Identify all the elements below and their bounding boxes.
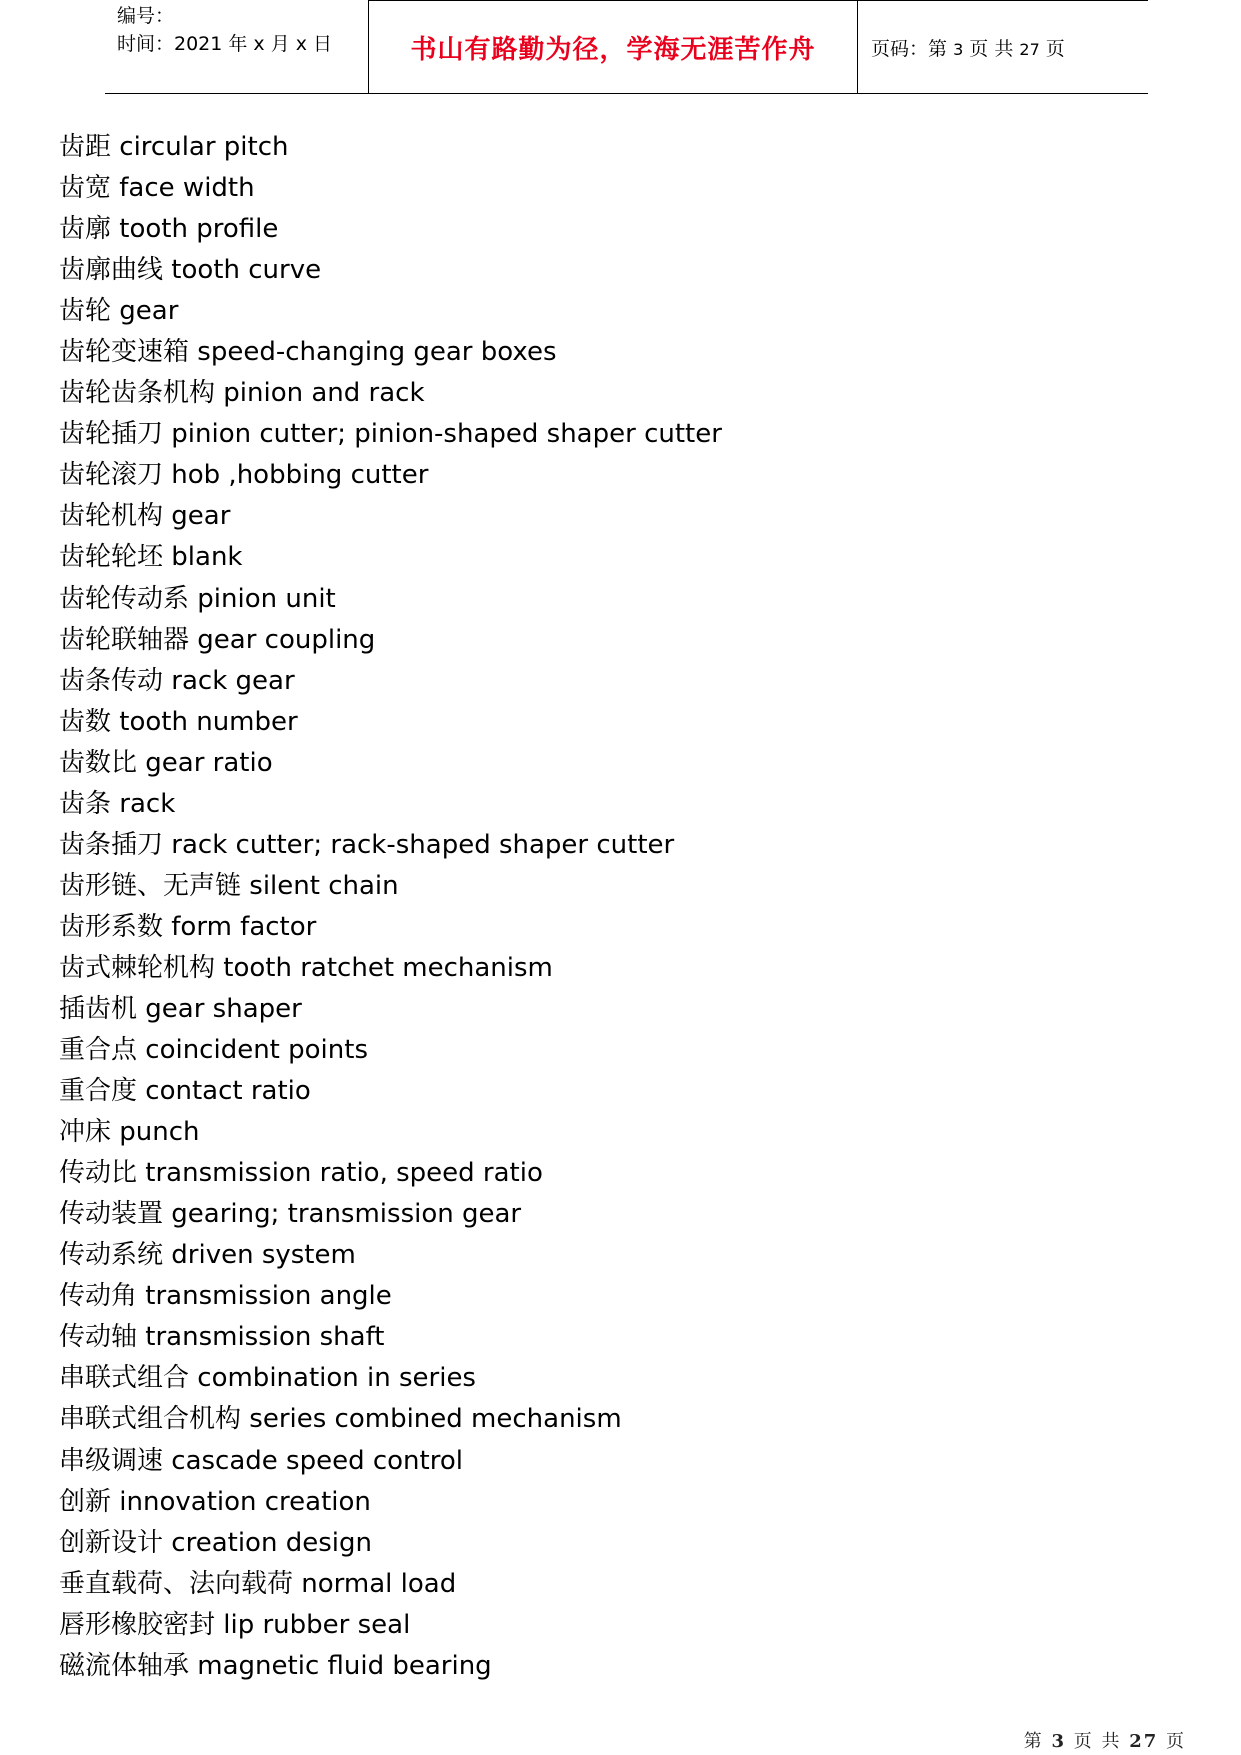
term-chinese: 齿形链、无声链 [59,870,242,901]
glossary-term [59,1194,722,1235]
term-english: punch [119,1117,200,1148]
glossary-term [59,743,722,784]
glossary-term [59,1646,722,1687]
glossary-term [59,620,722,661]
glossary-term [59,866,722,907]
term-chinese: 齿轮轮坯 [59,542,164,573]
term-chinese: 创新设计 [59,1527,164,1558]
glossary-term [59,1112,722,1153]
page-mid: 页 共 [969,38,1014,60]
term-chinese: 齿轮机构 [59,501,164,532]
page-current: 3 [953,40,964,59]
term-chinese: 齿距 [59,132,112,162]
glossary-term [59,373,722,414]
glossary-term [59,1153,722,1194]
term-english: combination in series [197,1363,476,1394]
glossary-term [59,702,722,743]
header-page-cell [857,0,1148,94]
glossary-term [59,989,722,1030]
glossary-term [59,579,722,620]
glossary-term [59,1030,722,1071]
term-chinese: 齿条 [59,788,112,819]
term-chinese: 传动轴 [59,1322,138,1353]
footer-total: 27 [1129,1731,1159,1752]
term-english: gear [119,296,179,327]
term-chinese: 创新 [59,1486,112,1517]
term-chinese: 齿轮滚刀 [59,460,164,491]
glossary-list [59,127,722,1687]
term-english: series combined mechanism [249,1404,622,1435]
term-chinese: 齿轮联轴器 [59,624,190,655]
term-chinese: 重合度 [59,1076,138,1107]
term-chinese: 齿轮 [59,296,112,327]
term-chinese: 垂直载荷、法向载荷 [59,1568,294,1599]
term-chinese: 插齿机 [59,993,138,1024]
glossary-term [59,1276,722,1317]
glossary-term [59,1564,722,1605]
term-english: contact ratio [145,1076,311,1107]
page-suffix: 页 [1045,38,1065,60]
footer-current: 3 [1051,1731,1066,1752]
term-english: blank [171,542,243,573]
term-chinese: 齿形系数 [59,911,164,942]
page-header [105,0,1148,94]
term-english: tooth profile [119,214,279,245]
glossary-term [59,537,722,578]
glossary-term [59,1482,722,1523]
term-chinese: 齿廓 [59,214,112,245]
time-label: 时间：2021 年 x 月 x 日 [117,33,333,55]
header-page-number [871,34,1065,61]
term-english: transmission angle [145,1281,392,1312]
glossary-term [59,1358,722,1399]
glossary-term [59,1523,722,1564]
term-chinese: 冲床 [59,1117,112,1148]
term-english: silent chain [249,870,399,901]
term-chinese: 传动装置 [59,1199,164,1230]
term-english: creation design [171,1527,372,1558]
term-english: tooth curve [171,255,322,286]
term-english: face width [119,173,255,204]
term-chinese: 齿条插刀 [59,829,164,860]
glossary-term [59,1441,722,1482]
page-prefix: 页码：第 [871,38,948,60]
term-chinese: 齿轮传动系 [59,583,190,614]
term-english: tooth ratchet mechanism [223,952,553,983]
term-english: gear shaper [145,993,302,1024]
term-english: hob ,hobbing cutter [171,460,429,491]
term-chinese: 串联式组合 [59,1363,190,1394]
term-chinese: 齿轮齿条机构 [59,378,216,409]
page-footer [1024,1727,1186,1753]
term-english: gear coupling [197,624,376,655]
header-motto-cell [368,0,858,94]
glossary-term [59,250,722,291]
glossary-term [59,661,722,702]
term-english: pinion cutter; pinion-shaped shaper cutter [171,419,722,450]
term-chinese: 齿轮变速箱 [59,337,190,368]
glossary-term [59,948,722,989]
term-chinese: 传动系统 [59,1240,164,1271]
glossary-term [59,825,722,866]
term-english: coincident points [145,1035,368,1066]
term-english: gearing; transmission gear [171,1199,522,1230]
glossary-term [59,784,722,825]
term-chinese: 串联式组合机构 [59,1404,242,1435]
glossary-term [59,907,722,948]
header-info-cell [105,0,368,93]
footer-suffix: 页 [1166,1731,1186,1752]
term-chinese: 齿宽 [59,173,112,204]
term-chinese: 齿轮插刀 [59,419,164,450]
term-chinese: 齿式棘轮机构 [59,952,216,983]
serial-label: 编号： [117,5,175,27]
term-chinese: 串级调速 [59,1445,164,1476]
term-english: rack cutter; rack-shaped shaper cutter [171,829,675,860]
term-chinese: 齿数 [59,706,112,737]
term-english: magnetic fluid bearing [197,1650,492,1681]
term-english: pinion and rack [223,378,425,409]
glossary-term [59,127,722,168]
term-english: transmission ratio, speed ratio [145,1158,543,1189]
term-chinese: 齿条传动 [59,665,164,696]
footer-mid: 页 共 [1073,1731,1122,1752]
page-total: 27 [1019,40,1040,59]
glossary-term [59,1399,722,1440]
term-chinese: 唇形橡胶密封 [59,1609,216,1640]
glossary-term [59,1605,722,1646]
glossary-term [59,455,722,496]
glossary-term [59,209,722,250]
glossary-term [59,168,722,209]
term-english: cascade speed control [171,1445,463,1476]
term-english: transmission shaft [145,1322,385,1353]
term-english: circular pitch [119,132,289,162]
footer-prefix: 第 [1023,1731,1044,1752]
term-english: speed-changing gear boxes [197,337,557,368]
glossary-term [59,1317,722,1358]
glossary-term [59,332,722,373]
term-english: tooth number [119,706,298,737]
glossary-term [59,414,722,455]
term-english: innovation creation [119,1486,371,1517]
term-chinese: 齿廓曲线 [59,255,164,286]
term-english: form factor [171,911,317,942]
term-english: rack gear [171,665,295,696]
term-chinese: 传动角 [59,1281,138,1312]
term-english: gear ratio [145,747,273,778]
term-english: normal load [301,1568,457,1599]
glossary-term [59,1071,722,1112]
term-chinese: 齿数比 [59,747,138,778]
glossary-term [59,291,722,332]
glossary-term [59,1235,722,1276]
term-chinese: 重合点 [59,1035,138,1066]
term-english: pinion unit [197,583,336,614]
term-english: driven system [171,1240,356,1271]
motto-text: 书山有路勤为径，学海无涯苦作舟 [410,35,816,65]
glossary-term [59,496,722,537]
term-english: rack [119,788,176,819]
term-chinese: 磁流体轴承 [59,1650,190,1681]
term-chinese: 传动比 [59,1158,138,1189]
term-english: lip rubber seal [223,1609,411,1640]
term-english: gear [171,501,231,532]
